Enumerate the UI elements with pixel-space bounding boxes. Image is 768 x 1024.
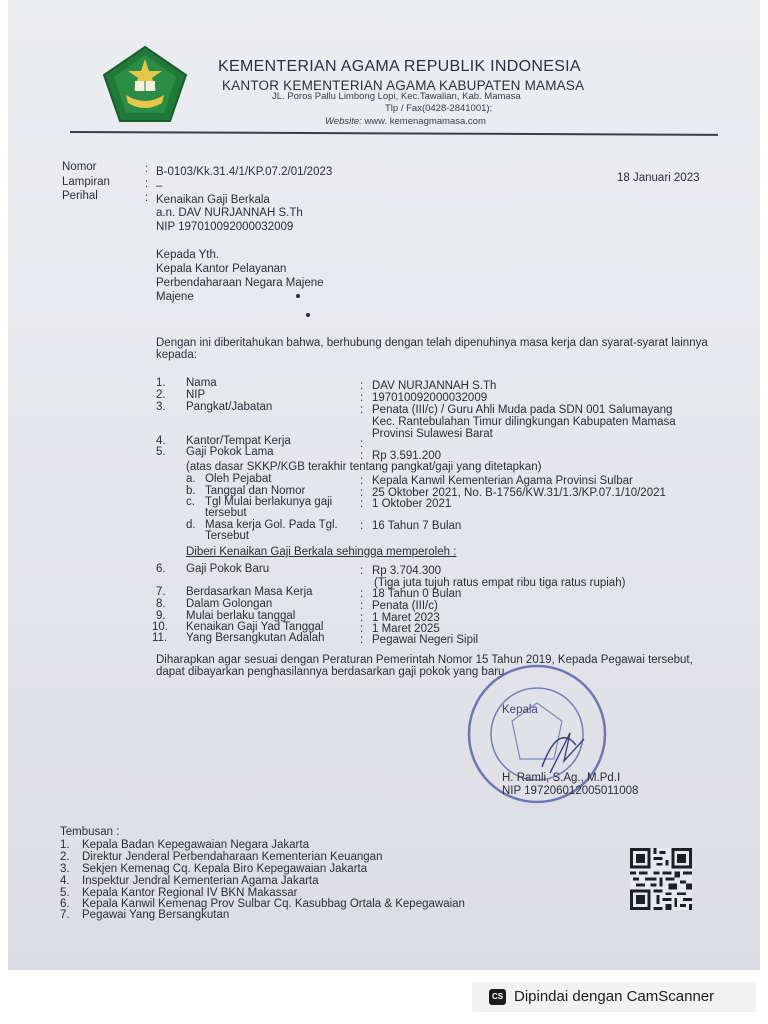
item-number: 9.: [156, 610, 166, 622]
signatory-name: H. Ramli, S.Ag., M.Pd.I: [502, 772, 621, 784]
sub-letter: b.: [186, 485, 196, 497]
item-label: Gaji Pokok Lama: [186, 446, 274, 458]
item-colon: :: [360, 588, 364, 600]
item-number: 1.: [156, 377, 166, 389]
item-number: 11.: [152, 632, 168, 644]
item-value-nama: DAV NURJANNAH S.Th: [372, 380, 497, 392]
sub-value-masa-kerja: 16 Tahun 7 Bulan: [372, 520, 462, 532]
item-colon: :: [360, 450, 364, 462]
item-value-pangkat: Penata (III/c) / Guru Ahli Muda pada SDN 001 Salumayang: [372, 404, 673, 416]
item-number: 8.: [156, 598, 166, 610]
item-number: 2.: [156, 389, 166, 401]
sub-label-2: Tersebut: [205, 530, 250, 542]
tembusan-item: Kepala Kanwil Kemenag Prov Sulbar Cq. Kasubbag Ortala & Kepegawaian: [82, 898, 465, 910]
item-value-masa-kerja-baru: 18 Tahun 0 Bulan: [372, 588, 462, 600]
item-value-kgb-yad: 1 Maret 2025: [372, 623, 440, 635]
item-colon: :: [360, 623, 364, 635]
nomor-value: B-0103/Kk.31.4/1/KP.07.2/01/2023: [156, 166, 333, 178]
sub-colon: :: [360, 498, 364, 510]
sub-letter: c.: [186, 496, 195, 508]
sub-value-tgl-mulai: 1 Oktober 2021: [372, 498, 452, 510]
sub-value-pejabat: Kepala Kanwil Kementerian Agama Provinsi Sulbar: [372, 475, 633, 487]
recipient-line-1: Kepada Yth.: [156, 249, 220, 261]
item-value-terbilang: (Tiga juta tujuh ratus empat ribu tiga ratus rupiah): [374, 577, 626, 589]
recipient-line-3: Perbendaharaan Negara Majene: [156, 277, 324, 289]
sub-label: Oleh Pejabat: [205, 473, 272, 485]
sub-letter: d.: [186, 519, 196, 531]
atas-dasar-note: (atas dasar SKKP/KGB terakhir tentang pangkat/gaji yang ditetapkan): [186, 461, 542, 473]
tembusan-num: 4.: [60, 875, 70, 887]
camscanner-logo-icon: CS: [489, 989, 506, 1005]
qr-code-icon: [630, 848, 692, 910]
item-value-mulai-berlaku: 1 Maret 2023: [372, 612, 440, 624]
recipient-line-2: Kepala Kantor Pelayanan: [156, 263, 287, 275]
tembusan-num: 5.: [60, 887, 70, 899]
tembusan-item: Sekjen Kemenag Cq. Kepala Biro Kepegawaian Jakarta: [82, 863, 368, 875]
tembusan-item: Inspektur Jendral Kementerian Agama Jakarta: [82, 875, 319, 887]
kemenag-logo: [102, 45, 188, 123]
item-number: 7.: [156, 586, 166, 598]
item-label: Kantor/Tempat Kerja: [186, 435, 291, 447]
camscanner-badge: [472, 982, 756, 1012]
lampiran-value: –: [156, 180, 163, 192]
item-colon: :: [360, 600, 364, 612]
letter-date: 18 Januari 2023: [617, 172, 700, 184]
item-colon: :: [360, 612, 364, 624]
item-value-nip: 197010092000032009: [372, 392, 488, 404]
perihal-line-2: a.n. DAV NURJANNAH S.Th: [156, 207, 303, 219]
tembusan-num: 6.: [60, 898, 70, 910]
item-value-golongan: Penata (III/c): [372, 600, 438, 612]
item-value-gaji-baru: Rp 3.704.300: [372, 565, 442, 577]
office-phone: Tlp / Fax(0428-2841001);: [385, 103, 493, 114]
perihal-line-3: NIP 197010092000032009: [156, 221, 294, 233]
item-number: 4.: [156, 435, 166, 447]
signature-title: Kepala: [502, 704, 538, 716]
tembusan-num: 2.: [60, 851, 70, 863]
item-label: Pangkat/Jabatan: [186, 401, 273, 413]
sub-label: Tgl Mulai berlakunya gaji: [205, 496, 333, 508]
website-label: Website:: [325, 116, 362, 127]
sub-colon: :: [360, 487, 364, 499]
item-label: Gaji Pokok Baru: [186, 563, 270, 575]
item-value-pangkat-2: Kec. Rantebulahan Timur dilingkungan Kabupaten Mamasa: [372, 416, 676, 428]
item-number: 5.: [156, 446, 166, 458]
item-label: Kenaikan Gaji Yad Tanggal: [186, 621, 324, 633]
office-address: JL. Poros Pallu Limbong Lopi, Kec.Tawalian, Kab. Mamasa: [272, 91, 521, 102]
item-number: 10.: [152, 621, 168, 633]
item-number: 6.: [156, 563, 166, 575]
sub-colon: :: [360, 520, 364, 532]
tembusan-label: Tembusan :: [60, 826, 120, 838]
nomor-colon: :: [145, 163, 149, 175]
intro-paragraph: Dengan ini diberitahukan bahwa, berhubung dengan telah dipenuhinya masa kerja dan syarat-syarat lainnya kepada:: [156, 337, 708, 361]
diberi-heading: Diberi Kenaikan Gaji Berkala sehingga memperoleh :: [186, 546, 457, 558]
lampiran-colon: :: [145, 178, 149, 190]
item-number: 3.: [156, 401, 166, 413]
sub-label-2: tersebut: [205, 507, 247, 519]
item-label: Berdasarkan Masa Kerja: [186, 586, 313, 598]
item-colon: :: [360, 392, 364, 404]
item-colon: :: [360, 565, 364, 577]
tembusan-num: 3.: [60, 863, 70, 875]
tembusan-num: 1.: [60, 839, 70, 851]
website-url: www. kemenagmamasa.com: [364, 116, 486, 127]
tembusan-item: Kepala Badan Kepegawaian Negara Jakarta: [82, 839, 309, 851]
sub-value-nomor: 25 Oktober 2021, No. B-1756/KW.31/1.3/KP.07.1/10/2021: [372, 487, 666, 499]
ministry-title: KEMENTERIAN AGAMA REPUBLIK INDONESIA: [218, 58, 581, 75]
nomor-label: Nomor: [62, 161, 97, 173]
perihal-line-1: Kenaikan Gaji Berkala: [156, 194, 270, 206]
office-website: [325, 116, 486, 127]
item-label: NIP: [186, 389, 206, 401]
tembusan-item: Direktur Jenderal Perbendaharaan Kementerian Keuangan: [82, 851, 383, 863]
closing-paragraph: Diharapkan agar sesuai dengan Peraturan Pemerintah Nomor 15 Tahun 2019, Kepada Pegawai tersebut, dapat dibayarkan penghasilannya berdasarkan gaji pokok yang baru: [156, 654, 693, 678]
tembusan-item: Kepala Kantor Regional IV BKN Makassar: [82, 887, 298, 899]
recipient-line-4: Majene: [156, 291, 194, 303]
tembusan-item: Pegawai Yang Bersangkutan: [82, 909, 230, 921]
item-label: Nama: [186, 377, 217, 389]
item-colon: :: [360, 380, 364, 392]
perihal-colon: :: [145, 192, 149, 204]
tembusan-num: 7.: [60, 909, 70, 921]
camscanner-text: Dipindai dengan CamScanner: [514, 988, 715, 1005]
office-title: KANTOR KEMENTERIAN AGAMA KABUPATEN MAMASA: [222, 78, 585, 93]
item-label: Dalam Golongan: [186, 598, 273, 610]
item-colon: :: [360, 438, 364, 450]
item-colon: :: [360, 634, 364, 646]
perihal-label: Perihal: [62, 190, 98, 202]
signatory-nip: NIP 197206012005011008: [502, 785, 639, 797]
item-colon: :: [360, 404, 364, 416]
item-label: Yang Bersangkutan Adalah: [186, 632, 325, 644]
sub-letter: a.: [186, 473, 196, 485]
sub-colon: :: [360, 475, 364, 487]
ink-speck: [306, 313, 310, 317]
item-value-pangkat-3: Provinsi Sulawesi Barat: [372, 428, 493, 440]
item-value-gaji-lama: Rp 3.591.200: [372, 450, 442, 462]
lampiran-label: Lampiran: [62, 176, 110, 188]
ink-speck: [296, 294, 300, 298]
sub-label: Masa kerja Gol. Pada Tgl.: [205, 519, 338, 531]
sub-label: Tanggal dan Nomor: [205, 485, 306, 497]
item-value-status: Pegawai Negeri Sipil: [372, 634, 479, 646]
item-label: Mulai berlaku tanggal: [186, 610, 296, 622]
